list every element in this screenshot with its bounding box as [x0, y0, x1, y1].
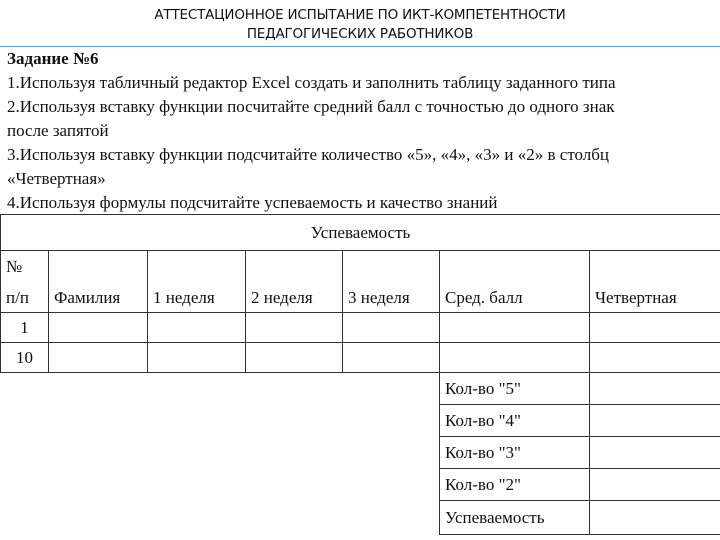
summary-cell — [590, 405, 720, 437]
task-line-4: 3.Используя вставку функции подсчитайте количество «5», «4», «3» и «2» в столбц — [7, 145, 610, 164]
table-cell — [440, 313, 590, 343]
blank-area — [1, 373, 440, 405]
col-header-week-1: 1 неделя — [148, 251, 246, 313]
blank-area — [1, 437, 440, 469]
grades-table — [0, 214, 720, 535]
table-cell — [148, 313, 246, 343]
blank-area — [1, 469, 440, 501]
col-header-surname: Фамилия — [49, 251, 148, 313]
col-header-avg: Сред. балл — [440, 251, 590, 313]
summary-cell — [590, 437, 720, 469]
blank-area — [1, 405, 440, 437]
col-header-week-3: 3 неделя — [343, 251, 440, 313]
table-cell — [343, 343, 440, 373]
table-cell — [590, 313, 720, 343]
summary-label: Кол-во "3" — [440, 437, 590, 469]
col-header-quarter: Четвертная — [590, 251, 720, 313]
page-header — [0, 0, 720, 47]
blank-area — [1, 501, 440, 535]
task-line-1: 1.Используя табличный редактор Excel создать и заполнить таблицу заданного типа — [7, 73, 616, 92]
task-line-5: «Четвертная» — [7, 169, 106, 188]
task-text — [7, 47, 720, 215]
row-number: 10 — [1, 343, 49, 373]
row-number: 1 — [1, 313, 49, 343]
summary-label: Кол-во "2" — [440, 469, 590, 501]
header-line-1: АТТЕСТАЦИОННОЕ ИСПЫТАНИЕ ПО ИКТ-КОМПЕТЕНТНОСТИ — [154, 7, 566, 23]
summary-label: Кол-во "4" — [440, 405, 590, 437]
table-cell — [246, 343, 343, 373]
table-cell — [49, 343, 148, 373]
table-cell — [246, 313, 343, 343]
task-line-2: 2.Используя вставку функции посчитайте средний балл с точностью до одного знак — [7, 97, 615, 116]
num-header-bottom: п/п — [1, 285, 49, 313]
summary-cell — [590, 373, 720, 405]
summary-cell — [590, 469, 720, 501]
table-cell — [343, 313, 440, 343]
header-line-2: ПЕДАГОГИЧЕСКИХ РАБОТНИКОВ — [246, 26, 474, 42]
task-title: Задание №6 — [7, 49, 99, 68]
task-line-6: 4.Используя формулы подсчитайте успеваемость и качество знаний — [7, 193, 498, 212]
summary-label: Успеваемость — [440, 501, 590, 535]
table-cell — [49, 313, 148, 343]
task-line-3: после запятой — [7, 121, 109, 140]
table-caption: Успеваемость — [1, 215, 720, 251]
summary-label: Кол-во "5" — [440, 373, 590, 405]
summary-cell — [590, 501, 720, 535]
table-cell — [148, 343, 246, 373]
num-header-top: № — [1, 251, 49, 285]
table-cell — [590, 343, 720, 373]
col-header-week-2: 2 неделя — [246, 251, 343, 313]
table-cell — [440, 343, 590, 373]
